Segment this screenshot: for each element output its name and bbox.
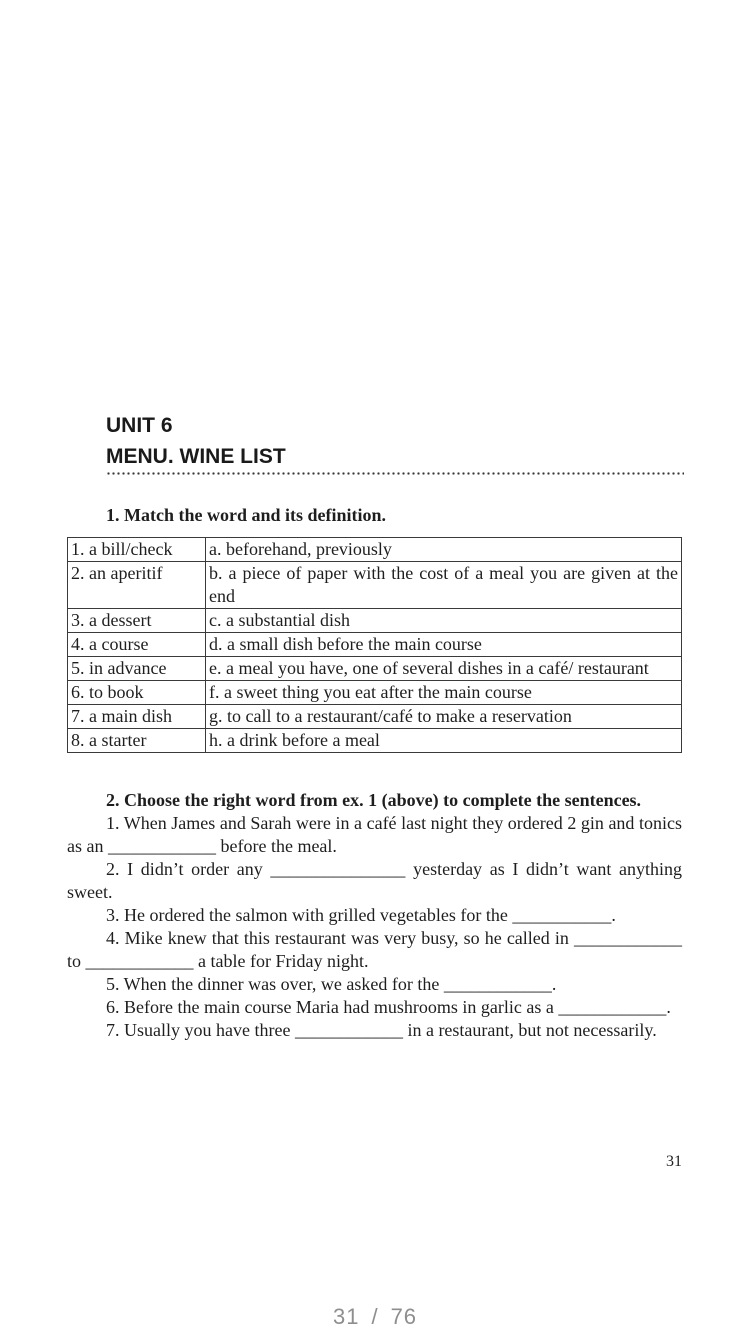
unit-title: MENU. WINE LIST (106, 445, 286, 468)
table-row (68, 729, 682, 753)
sentence: 4. Mike knew that this restaurant was very busy, so he called in ____________ to ____________ a table for Friday night. (67, 928, 682, 971)
table-row (68, 609, 682, 633)
word-cell: 8. a starter (68, 729, 206, 753)
table-row (68, 633, 682, 657)
page-separator: / (371, 1304, 379, 1329)
definition-cell: f. a sweet thing you eat after the main course (206, 681, 682, 705)
exercise-2 (67, 789, 682, 1042)
current-page: 31 (332, 1304, 360, 1329)
dotted-divider (106, 472, 684, 475)
word-cell: 7. a main dish (68, 705, 206, 729)
table-row (68, 657, 682, 681)
sentence: 6. Before the main course Maria had mushrooms in garlic as a ____________. (106, 997, 671, 1017)
exercise-1-title: 1. Match the word and its definition. (106, 505, 387, 525)
word-cell: 4. a course (68, 633, 206, 657)
unit-heading (106, 410, 286, 472)
sentence: 3. He ordered the salmon with grilled vegetables for the ___________. (106, 905, 616, 925)
table-row (68, 681, 682, 705)
table-row (68, 562, 682, 609)
sentence: 7. Usually you have three ____________ in a restaurant, but not necessarily. (106, 1020, 657, 1040)
exercise-2-title: 2. Choose the right word from ex. 1 (above) to complete the sentences. (106, 790, 642, 810)
sentence: 1. When James and Sarah were in a café last night they ordered 2 gin and tonics as an ____________ before the meal. (67, 813, 682, 856)
page-number: 31 (666, 1153, 682, 1170)
word-cell: 2. an aperitif (68, 562, 206, 609)
definition-cell: c. a substantial dish (206, 609, 682, 633)
word-cell: 5. in advance (68, 657, 206, 681)
unit-number: UNIT 6 (106, 414, 173, 437)
sentence: 5. When the dinner was over, we asked for the ____________. (106, 974, 557, 994)
definition-cell: d. a small dish before the main course (206, 633, 682, 657)
word-cell: 6. to book (68, 681, 206, 705)
table-row (68, 538, 682, 562)
table-row (68, 705, 682, 729)
definition-cell: h. a drink before a meal (206, 729, 682, 753)
total-pages: 76 (390, 1304, 418, 1329)
word-cell: 1. a bill/check (68, 538, 206, 562)
sentence: 2. I didn’t order any _______________ yesterday as I didn’t want anything sweet. (67, 859, 682, 902)
definition-cell: g. to call to a restaurant/café to make a reservation (206, 705, 682, 729)
definition-cell: a. beforehand, previously (206, 538, 682, 562)
matching-table (67, 537, 682, 753)
word-cell: 3. a dessert (68, 609, 206, 633)
definition-cell: b. a piece of paper with the cost of a meal you are given at the end (206, 562, 682, 609)
page-indicator (0, 1304, 750, 1330)
definition-cell: e. a meal you have, one of several dishes in a café/ restaurant (206, 657, 682, 681)
